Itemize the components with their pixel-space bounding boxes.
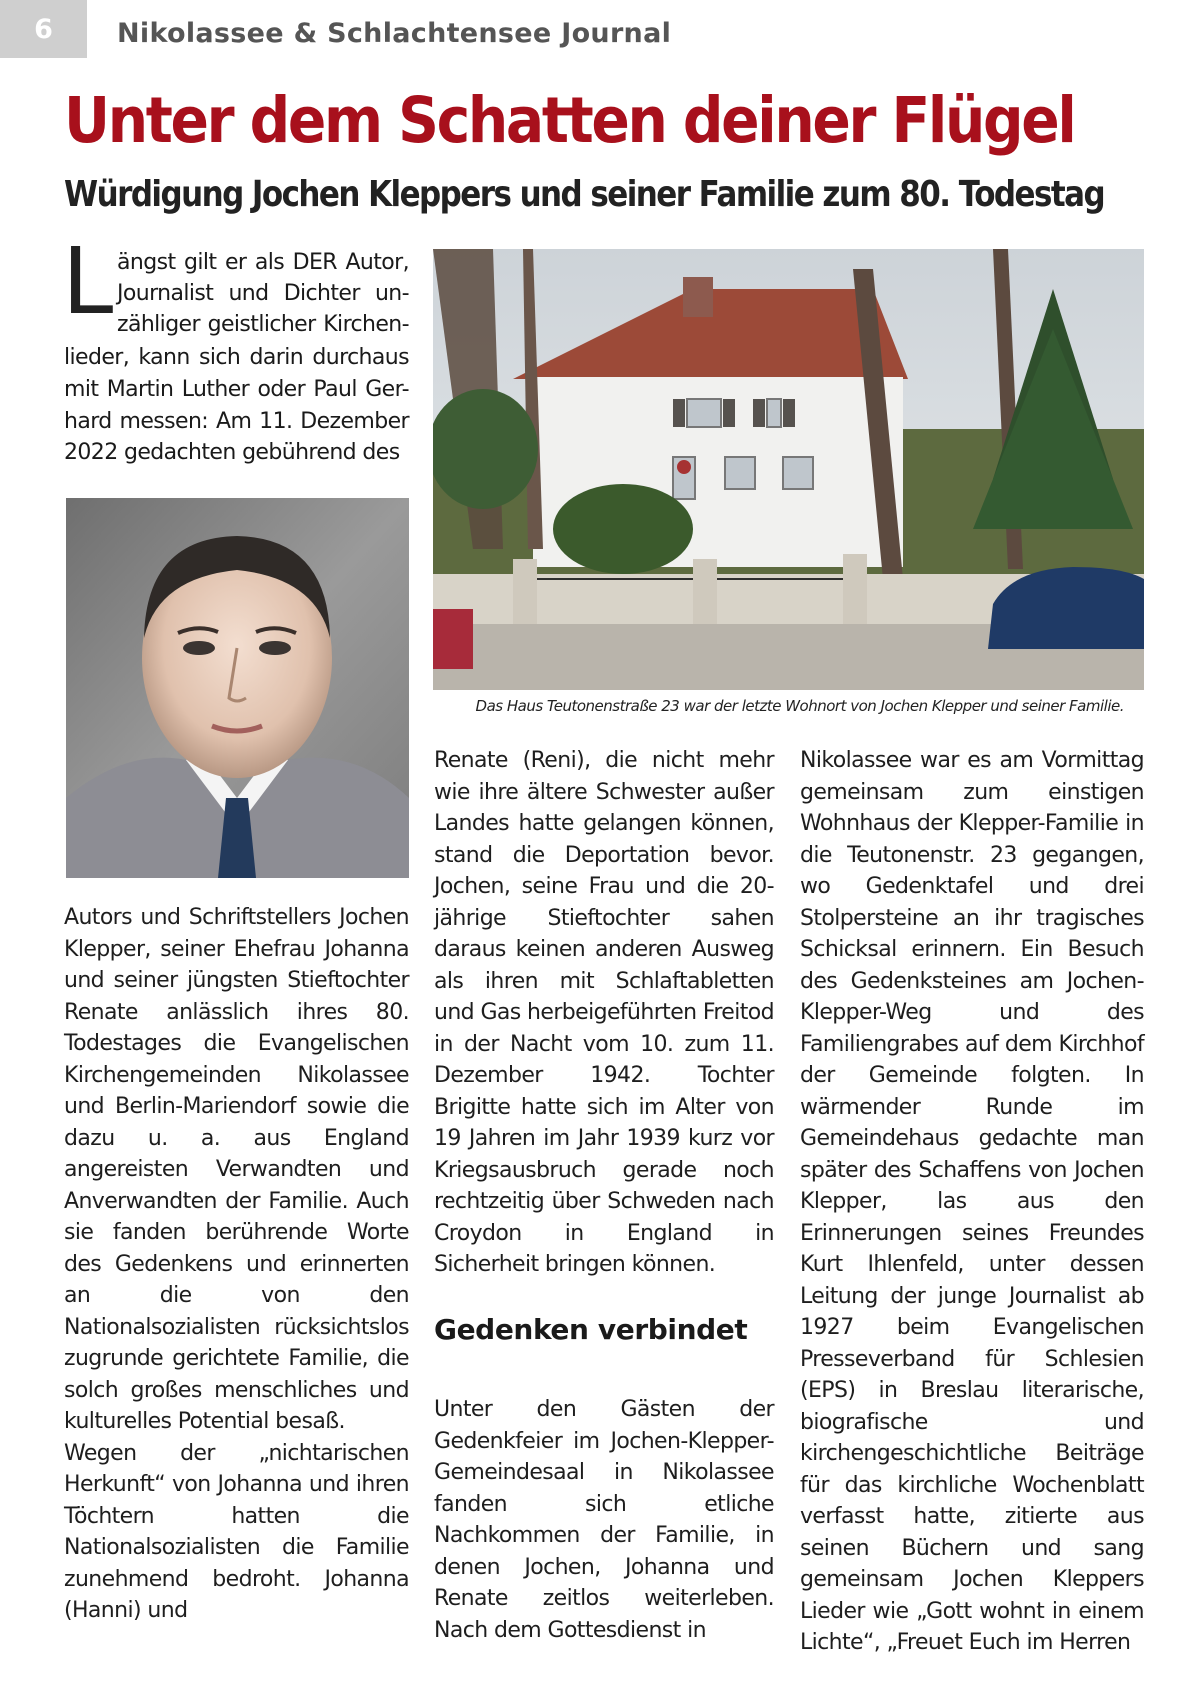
intro-line: zähliger geistlicher Kirchen- xyxy=(117,312,409,337)
page-number: 6 xyxy=(0,0,87,58)
column-3 xyxy=(800,745,1144,1659)
column-2 xyxy=(434,745,774,1281)
photo-caption: Das Haus Teutonenstraße 23 war der letzte Wohnort von Jochen Klepper und seiner Familie. xyxy=(475,697,1124,715)
column-1 xyxy=(64,902,409,1627)
drop-cap: L xyxy=(62,228,114,335)
body-paragraph: Unter den Gästen der Gedenkfeier im Jochen-Klepper-Gemeindesaal in Nikolassee fanden sich etliche Nachkommen der Familie, in denen Jochen, Johanna und Renate zeitlos weiterleben. Nach dem Gottesdienst in xyxy=(434,1397,774,1643)
article-subheadline: Würdigung Jochen Kleppers und seiner Familie zum 80. Todestag xyxy=(64,174,1105,215)
journal-title: Nikolassee & Schlachtensee Journal xyxy=(117,18,672,49)
portrait-photo xyxy=(66,498,409,878)
body-paragraph: Nikolassee war es am Vormittag gemeinsam zum einstigen Wohnhaus der Klepper-Familie in die Teutonenstr. 23 gegangen, wo Gedenktafel und drei Stolpersteine an ihr tragisches Schicksal erinnern. Ein Besuch des Gedenksteines am Jochen-Klepper-Weg und des Familiengrabes auf dem Kirchhof der Gemeinde folgten. In wärmender Runde im Gemeindehaus gedachte man später des Schaffens von Jochen Klepper, las aus den Erinnerungen seines Freundes Kurt Ihlenfeld, unter dessen Leitung der junge Journalist ab 1927 beim Evangelischen Presseverband für Schlesien (EPS) in Breslau literarische, biografische und kirchengeschichtliche Beiträge für das kirchliche Wochenblatt verfasst hatte, zitierte aus seinen Büchern und sang gemeinsam Jochen Kleppers Lieder wie „Gott wohnt in einem Lichte“, „Freuet Euch im Herren xyxy=(800,748,1144,1655)
body-paragraph: Wegen der „nichtarischen Herkunft“ von Johanna und ihren Töchtern hatten die Nationalsozialisten die Familie zunehmend bedroht. Johanna (Hanni) und xyxy=(64,1440,409,1623)
intro-line: Journalist und Dichter un- xyxy=(117,281,409,306)
intro-line: lieder, kann sich darin durchaus xyxy=(64,345,409,370)
intro-line: ängst gilt er als DER Autor, xyxy=(117,250,409,275)
body-paragraph: Autors und Schriftstellers Jochen Klepper, seiner Ehefrau Johanna und seiner jüngsten Stieftochter Renate anlässlich ihres 80. Todestages die Evangelischen Kirchengemeinden Nikolassee und Berlin-Mariendorf sowie die dazu u. a. aus England angereisten Verwandten und Anverwandten der Familie. Auch sie fanden berührende Worte des Gedenkens und erinnerten an die von den Nationalsozialisten rücksichtslos zugrunde gerichtete Familie, die solch großes menschliches und kulturelles Potential besaß. xyxy=(64,905,409,1434)
intro-line: 2022 gedachten gebührend des xyxy=(64,440,400,465)
intro-line: mit Martin Luther oder Paul Ger- xyxy=(64,377,409,402)
intro-line: hard messen: Am 11. Dezember xyxy=(64,409,409,434)
article-headline: Unter dem Schatten deiner Flügel xyxy=(64,84,1075,157)
body-paragraph: Renate (Reni), die nicht mehr wie ihre ältere Schwester außer Landes hatte gelangen können, stand die Deportation bevor. Jochen, seine Frau und die 20-jährige Stieftochter sahen daraus keinen anderen Ausweg als ihren mit Schlaftabletten und Gas herbeigeführten Freitod in der Nacht vom 10. zum 11. Dezember 1942. Tochter Brigitte hatte sich im Alter von 19 Jahren im Jahr 1939 kurz vor Kriegsausbruch gerade noch rechtzeitig über Schweden nach Croydon in England in Sicherheit bringen können. xyxy=(434,748,774,1277)
section-heading: Gedenken verbindet xyxy=(434,1313,748,1346)
column-2-lower xyxy=(434,1394,774,1646)
house-photo xyxy=(433,249,1144,690)
